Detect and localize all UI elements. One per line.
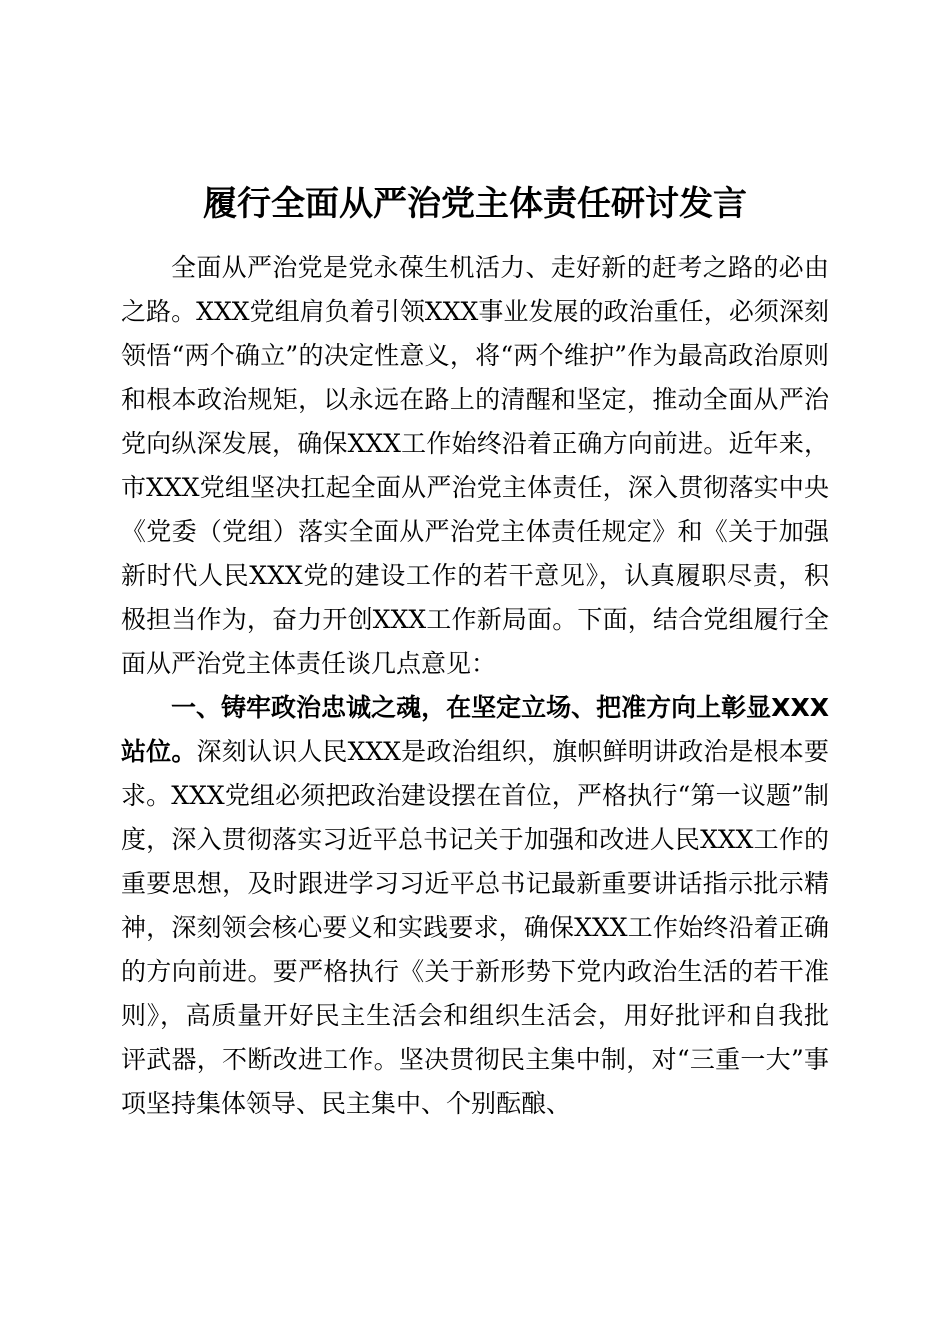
document-title: 履行全面从严治党主体责任研讨发言 (203, 184, 747, 224)
body-paragraph-intro: 全面从严治党是党永葆生机活力、走好新的赶考之路的必由之路。XXX党组肩负着引领XXX事业发展的政治重任，必须深刻领悟“两个确立”的决定性意义，将“两个维护”作为最高政治原则和根本政治规矩，以永远在路上的清醒和坚定，推动全面从严治党向纵深发展，确保XXX工作始终沿着正确方向前进。近年来，市XXX党组坚决扛起全面从严治党主体责任，深入贯彻落实中央《党委（党组）落实全面从严治党主体责任规定》和《关于加强新时代人民XXX党的建设工作的若干意见》，认真履职尽责，积极担当作为，奋力开创XXX工作新局面。下面，结合党组履行全面从严治党主体责任谈几点意见： (121, 253, 829, 678)
section-heading: 一、铸牢政治忠诚之魂，在坚定立场、把准方向上彰显XXX站位。 (121, 693, 829, 766)
body-paragraph-section-one (121, 686, 829, 1126)
document-body (121, 246, 829, 1126)
section-body-text: 深刻认识人民XXX是政治组织，旗帜鲜明讲政治是根本要求。XXX党组必须把政治建设摆在首位，严格执行“第一议题”制度，深入贯彻落实习近平总书记关于加强和改进人民XXX工作的重要思想，及时跟进学习习近平总书记最新重要讲话指示批示精神，深刻领会核心要义和实践要求，确保XXX工作始终沿着正确的方向前进。要严格执行《关于新形势下党内政治生活的若干准则》，高质量开好民主生活会和组织生活会，用好批评和自我批评武器，不断改进工作。坚决贯彻民主集中制，对“三重一大”事项坚持集体领导、民主集中、个别酝酿、 (121, 737, 829, 1118)
